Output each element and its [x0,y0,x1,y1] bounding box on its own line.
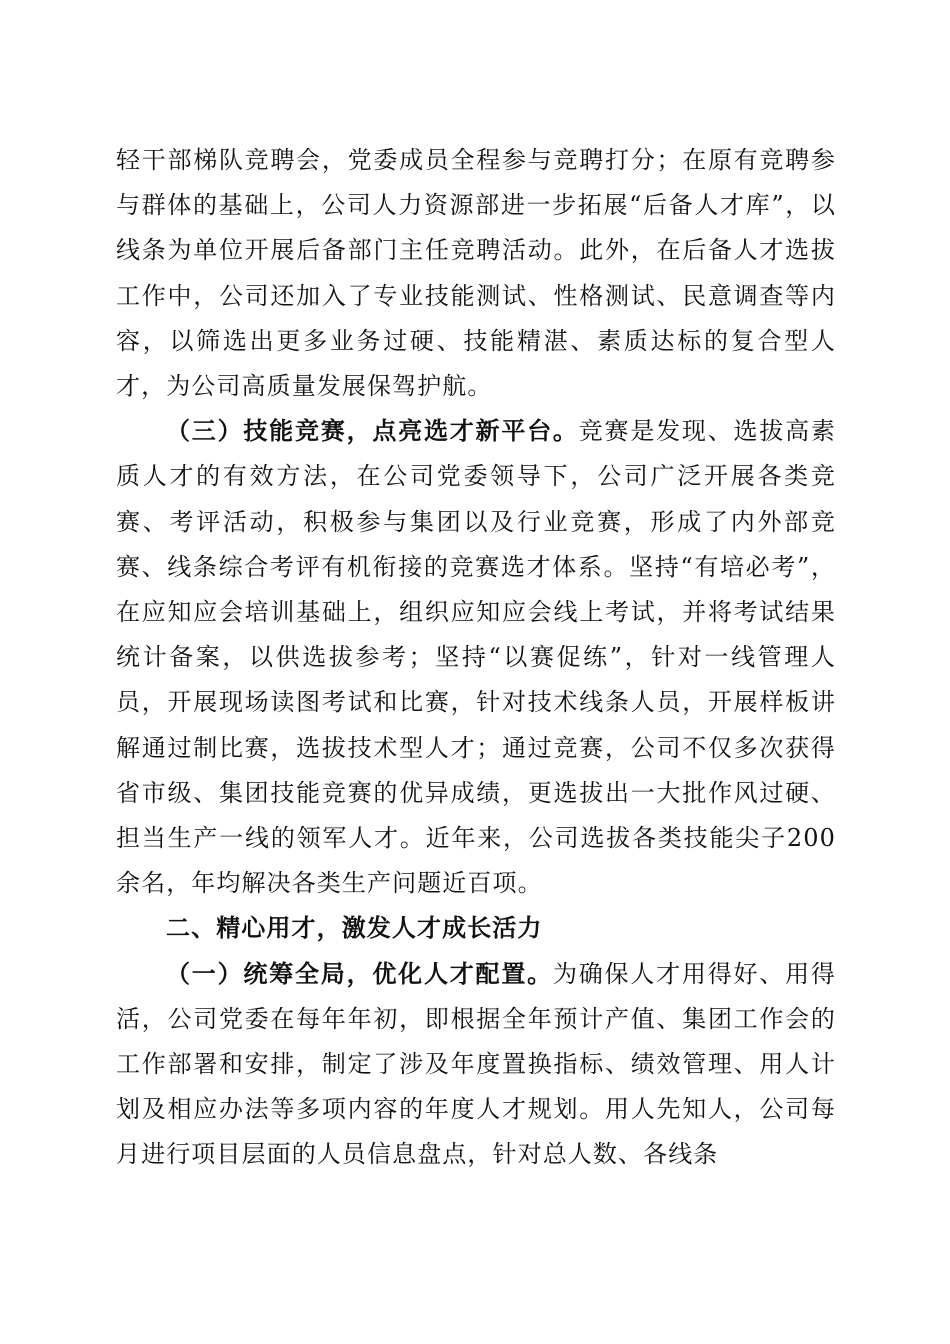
paragraph-body-text: 竞赛是发现、选拔高素质人才的有效方法，在公司党委领导下，公司广泛开展各类竞赛、考评活动，积极参与集团以及行业竞赛，形成了内外部竞赛、线条综合考评有机衔接的竞赛选才体系。坚持“有培必考”，在应知应会培训基础上，组织应知应会线上考试，并将考试结果统计备案，以供选拔参考；坚持“以赛促练”，针对一线管理人员，开展现场读图考试和比赛，针对技术线条人员，开展样板讲解通过制比赛，选拔技术型人才；通过竞赛，公司不仅多次获得省市级、集团技能竞赛的优异成绩，更选拔出一大批作风过硬、担当生产一线的领军人才。近年来，公司选拔各类技能尖子200余名，年均解决各类生产问题近百项。 [116,417,836,898]
paragraph-lead-heading: （三）技能竞赛，点亮选才新平台。 [166,417,579,446]
document-body [116,138,836,1178]
section-heading: 二、精心用才，激发人才成长活力 [166,914,543,943]
paragraph-lead-heading: （一）统筹全局，优化人才配置。 [166,959,553,988]
paragraph-body-text: 为确保人才用得好、用得活，公司党委在每年年初，即根据全年预计产值、集团工作会的工作部署和安排，制定了涉及年度置换指标、绩效管理、用人计划及相应办法等多项内容的年度人才规划。用人先知人，公司每月进行项目层面的人员信息盘点，针对总人数、各线条 [116,959,836,1169]
paragraph-skill-competition [116,409,836,906]
paragraph-continuation: 轻干部梯队竞聘会，党委成员全程参与竞聘打分；在原有竞聘参与群体的基础上，公司人力资源部进一步拓展“后备人才库”，以线条为单位开展后备部门主任竞聘活动。此外，在后备人才选拔工作中，公司还加入了专业技能测试、性格测试、民意调查等内容，以筛选出更多业务过硬、技能精湛、素质达标的复合型人才，为公司高质量发展保驾护航。 [116,146,836,401]
paragraph-talent-allocation [116,952,836,1178]
